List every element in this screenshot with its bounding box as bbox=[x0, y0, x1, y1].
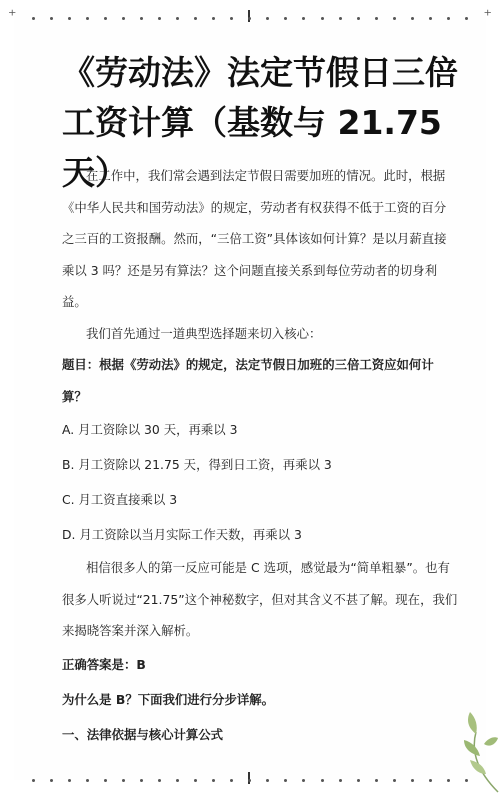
leaf-decoration-icon bbox=[440, 704, 500, 794]
option-c: C. 月工资直接乘以 3 bbox=[62, 492, 178, 507]
option-a: A. 月工资除以 30 天，再乘以 3 bbox=[62, 422, 238, 437]
article-title: 《劳动法》法定节假日三倍工资计算（基数与 21.75 天） bbox=[62, 53, 458, 192]
section-heading: 一、法律依据与核心计算公式 bbox=[62, 726, 224, 742]
intro-paragraph: 在工作中，我们常会遇到法定节假日需要加班的情况。此时，根据《中华人民共和国劳动法》的规定，劳动者有权获得不低于工资的百分之三百的工资报酬。然而，“三倍工资”具体该如何计算？是以月薪直接乘以 3 吗？还是另有算法？这个问题直接关系到每位劳动者的切身利益。 bbox=[62, 168, 447, 309]
question-heading: 题目：根据《劳动法》的规定，法定节假日加班的三倍工资应如何计算？ bbox=[62, 357, 434, 404]
answer-line: 正确答案是：B bbox=[62, 656, 146, 672]
article-body bbox=[62, 160, 458, 752]
option-d: D. 月工资除以当月实际工作天数，再乘以 3 bbox=[62, 527, 302, 542]
corner-ornament: ⁺ bbox=[483, 6, 492, 25]
why-line: 为什么是 B？下面我们进行分步详解。 bbox=[62, 691, 275, 707]
reaction-paragraph: 相信很多人的第一反应可能是 C 选项，感觉最为“简单粗暴”。也有很多人听说过“21.75”这个神秘数字，但对其含义不甚了解。现在，我们来揭晓答案并深入解析。 bbox=[62, 560, 458, 638]
lead-paragraph: 我们首先通过一道典型选择题来切入核心： bbox=[86, 325, 322, 341]
corner-ornament: ⁺ bbox=[8, 6, 17, 25]
dotted-border-top bbox=[32, 16, 468, 20]
option-b: B. 月工资除以 21.75 天，得到日工资，再乘以 3 bbox=[62, 457, 332, 472]
dotted-border-bottom bbox=[32, 778, 468, 782]
